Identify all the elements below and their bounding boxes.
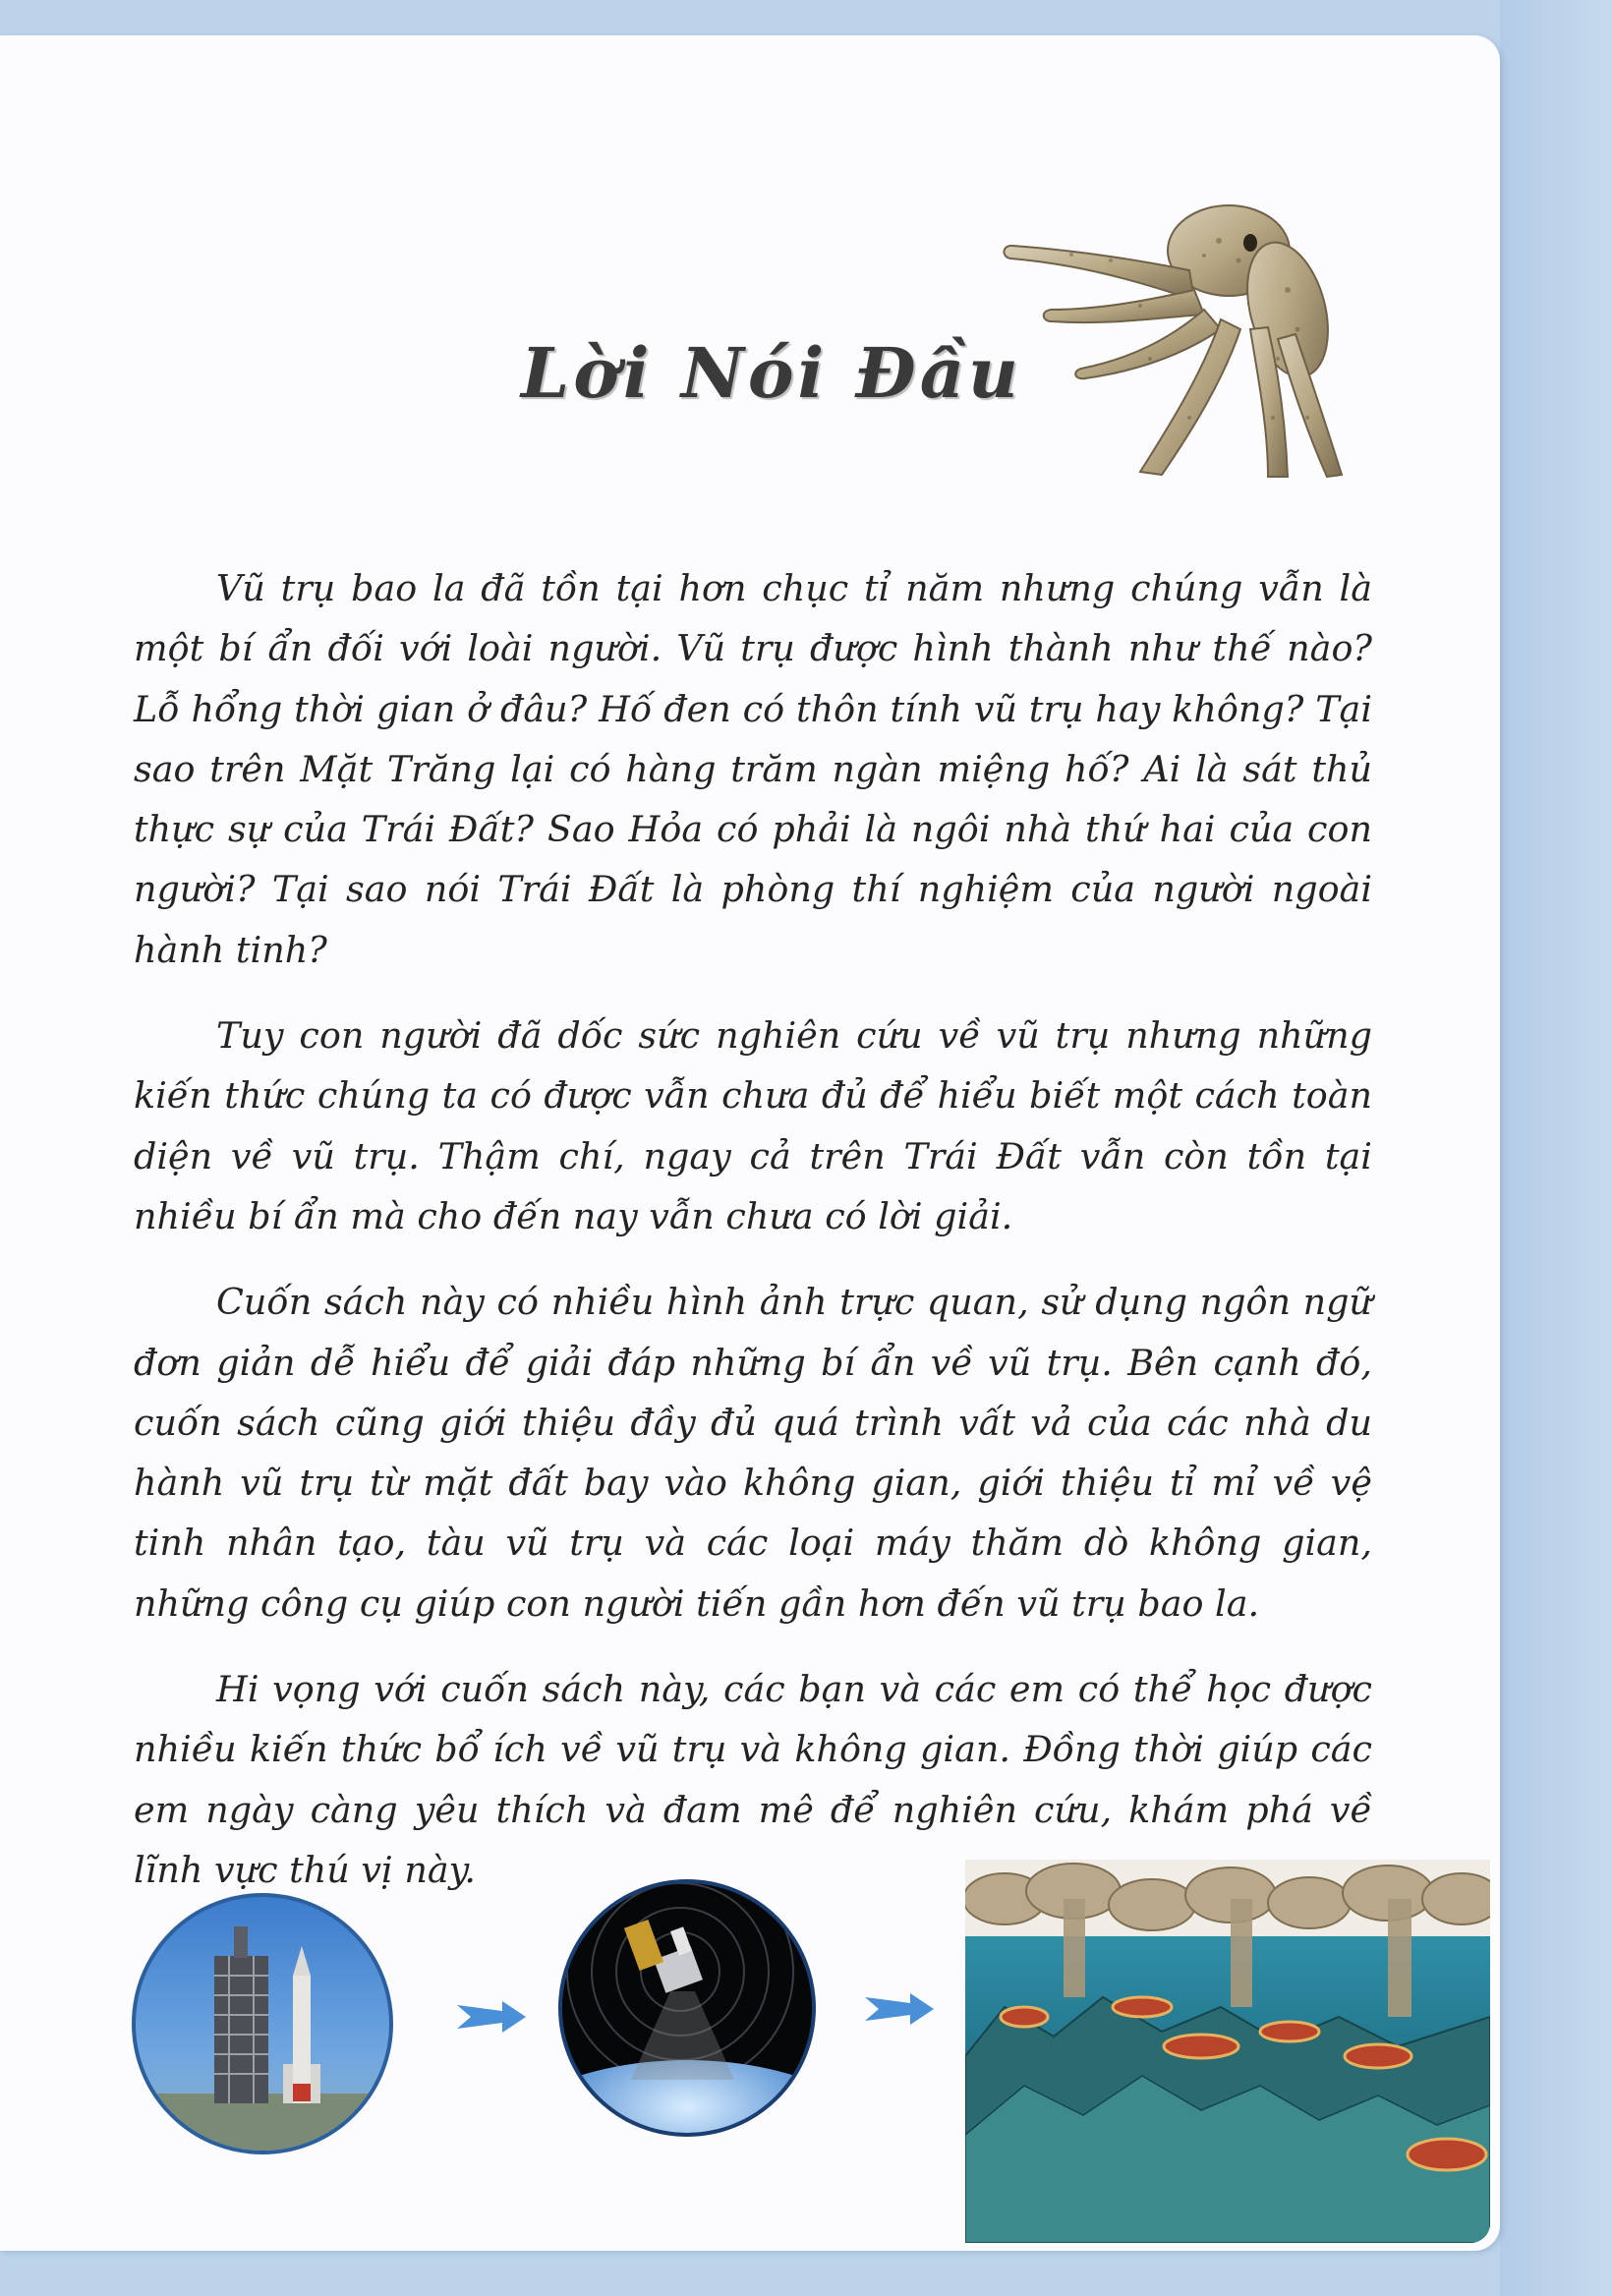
octopus-illustration [993, 192, 1347, 487]
paragraph-4: Hi vọng với cuốn sách này, các bạn và các em có thể học được nhiều kiến thức bổ ích về vũ trụ và không gian. Đồng thời giúp các em ngày càng yêu thích và đam mê để nghiên cứu, khám phá về lĩnh vực thú vị này. [134, 1668, 1372, 1891]
blue-page-edge [1500, 0, 1612, 2296]
page-title: Lời Nói Đầu [521, 332, 1022, 414]
paragraph-3: Cuốn sách này có nhiều hình ảnh trực quan, sử dụng ngôn ngữ đơn giản dễ hiểu để giải đáp những bí ẩn về vũ trụ. Bên cạnh đó, cuốn sách cũng giới thiệu đầy đủ quá trình vất vả của các nhà du hành vũ trụ từ mặt đất bay vào không gian, giới thiệu tỉ mỉ về vệ tinh nhân tạo, tàu vũ trụ và các loại máy thăm dò không gian, những công cụ giúp con người tiến gần hơn đến vũ trụ bao la. [134, 1281, 1372, 1625]
rocket-launch-image [132, 1893, 393, 2154]
illustration-row [0, 1867, 1500, 2251]
satellite-image [558, 1879, 816, 2137]
arrow-right-icon [457, 1997, 526, 2037]
arrow-right-icon [865, 1989, 934, 2029]
paragraph-1: Vũ trụ bao la đã tồn tại hơn chục tỉ năm nhưng chúng vẫn là một bí ẩn đối với loài người. Vũ trụ được hình thành như thế nào? Lỗ hổng thời gian ở đâu? Hố đen có thôn tính vũ trụ hay không? Tại sao trên Mặt Trăng lại có hàng trăm ngàn miệng hố? Ai là sát thủ thực sự của Trái Đất? Sao Hỏa có phải là ngôi nhà thứ hai của con người? Tại sao nói Trái Đất là phòng thí nghiệm của người ngoài hành tinh? [134, 567, 1372, 971]
paragraph-2: Tuy con người đã dốc sức nghiên cứu về vũ trụ nhưng những kiến thức chúng ta có được vẫn chưa đủ để hiểu biết một cách toàn diện về vũ trụ. Thậm chí, ngay cả trên Trái Đất vẫn còn tồn tại nhiều bí ẩn mà cho đến nay vẫn chưa có lời giải. [134, 1014, 1372, 1237]
preface-body [134, 558, 1372, 1925]
volcanic-seafloor-image [965, 1860, 1490, 2243]
